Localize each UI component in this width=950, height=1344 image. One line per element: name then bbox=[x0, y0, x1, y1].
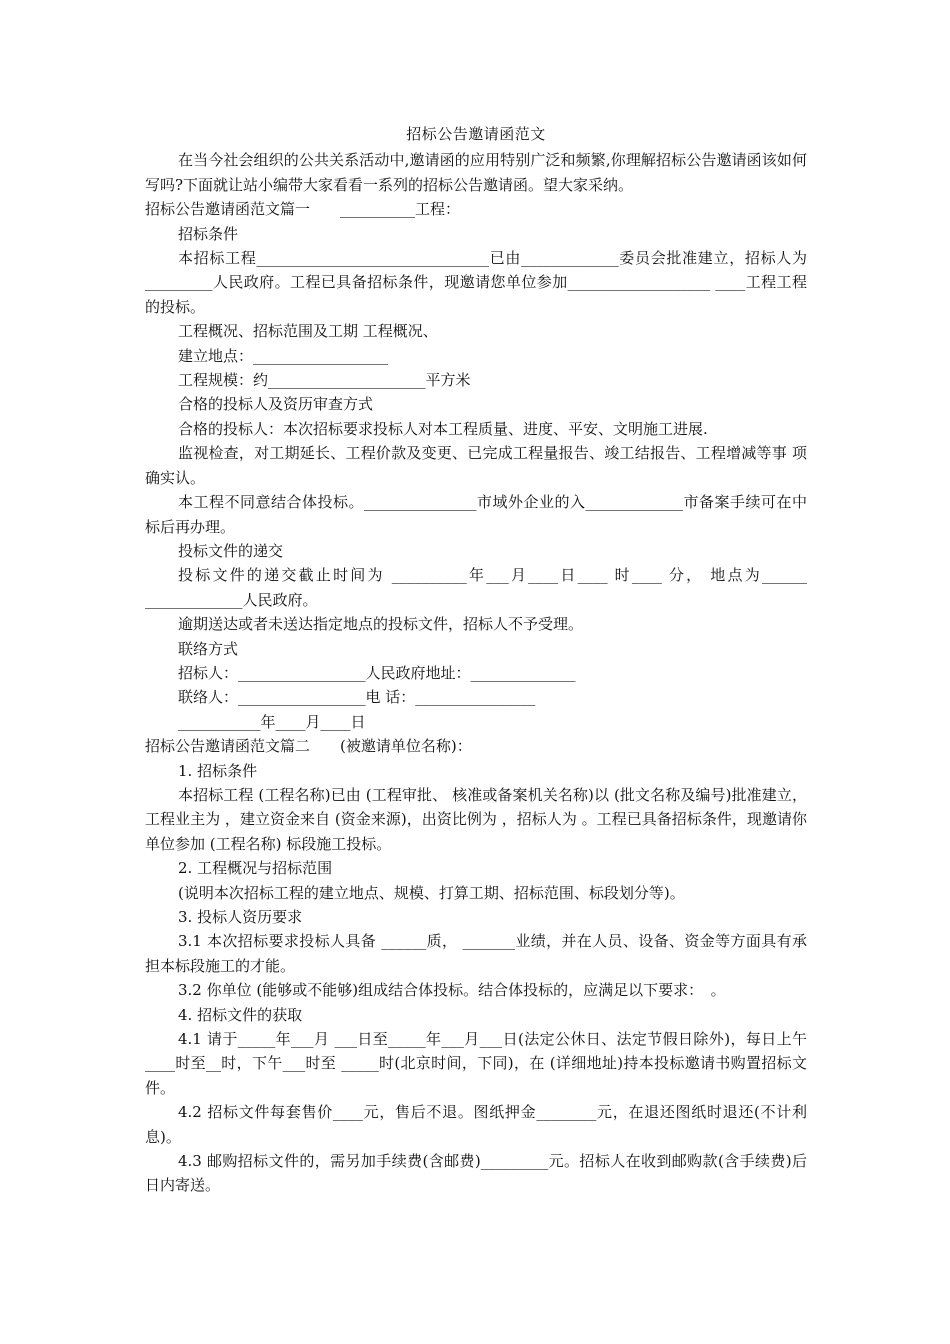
line-contact-person: 联络人：_________________电 话：________________ bbox=[178, 688, 536, 707]
paragraph-submission-deadline: 投标文件的递交截止时间为 __________年___月____日____ 时____ 分， 地点为______ _____________人民政府。 bbox=[145, 566, 807, 609]
paragraph-2-overview-note: (说明本次招标工程的建立地点、规模、打算工期、招标范围、标段划分等)。 bbox=[178, 883, 685, 902]
section-one-heading: 招标公告邀请函范文篇一 __________工程： bbox=[145, 200, 461, 219]
paragraph-4-1-purchase-time: 4.1 请于_____年___月 ___日至_____年___月___日(法定公休日、法定节假日除外)，每日上午____时至__时，下午___时至 _____时(北京时间，下同)，在 (详细地址)持本投标邀请书购置招标文件。 bbox=[145, 1030, 807, 1097]
document-body bbox=[145, 122, 807, 1198]
heading-bid-conditions: 招标条件 bbox=[178, 224, 239, 243]
paragraph-bidder-requirements: 合格的投标人：本次招标要求投标人对本工程质量、进度、平安、文明施工进展. bbox=[178, 419, 708, 438]
line-construction-site: 建立地点：__________________ bbox=[178, 346, 389, 365]
paragraph-project-approval: 本招标工程_______________________________已由_____________委员会批准建立，招标人为_________人民政府。工程已具备招标条件，现邀请您单位参加___________________ ____工程工程的投标。 bbox=[145, 249, 807, 316]
line-project-scale: 工程规模：约_____________________平方米 bbox=[178, 371, 471, 390]
heading-project-overview: 工程概况、招标范围及工期 工程概况、 bbox=[178, 322, 438, 341]
heading-qualified-bidders: 合格的投标人及资历审查方式 bbox=[178, 395, 374, 414]
paragraph-3-2-consortium: 3.2 你单位 (能够或不能够)组成结合体投标。结合体投标的，应满足以下要求： 。 bbox=[178, 981, 726, 1000]
heading-3-qualification: 3. 投标人资历要求 bbox=[178, 908, 303, 926]
document-title: 招标公告邀请函范文 bbox=[406, 125, 546, 143]
heading-2-project-overview: 2. 工程概况与招标范围 bbox=[178, 859, 333, 878]
heading-contact: 联络方式 bbox=[178, 639, 239, 658]
intro-paragraph: 在当今社会组织的公共关系活动中,邀请函的应用特别广泛和频繁,你理解招标公告邀请函该如何写吗?下面就让站小编带大家看看一系列的招标公告邀请函。望大家采纳。 bbox=[145, 151, 807, 194]
heading-1-bid-conditions: 1. 招标条件 bbox=[178, 761, 258, 780]
heading-bid-submission: 投标文件的递交 bbox=[178, 541, 284, 560]
paragraph-supervision: 监视检查，对工期延长、工程价款及变更、已完成工程量报告、竣工结报告、工程增减等事 项确实认。 bbox=[145, 444, 807, 487]
line-date: ___________年____月____日 bbox=[178, 712, 366, 731]
paragraph-late-submission: 逾期送达或者未送达指定地点的投标文件，招标人不予受理。 bbox=[178, 615, 584, 634]
section-two-heading: 招标公告邀请函范文篇二 (被邀请单位名称)： bbox=[145, 737, 472, 756]
paragraph-4-3-mail-order: 4.3 邮购招标文件的，需另加手续费(含邮费)_________元。招标人在收到邮购款(含手续费)后 日内寄送。 bbox=[145, 1152, 807, 1195]
paragraph-no-consortium: 本工程不同意结合体投标。_______________市域外企业的入_____________市备案手续可在中标后再办理。 bbox=[145, 493, 807, 536]
paragraph-1-project-approval: 本招标工程 (工程名称)已由 (工程审批、 核准或备案机关名称)以 (批文名称及编号)批准建立，工程业主为 ，建立资金来自 (资金来源)，出资比例为 ，招标人为 。工程已具备招标条件，现邀请你单位参加 (工程名称) 标段施工投标。 bbox=[145, 785, 807, 853]
heading-4-obtain-documents: 4. 招标文件的获取 bbox=[178, 1005, 303, 1024]
paragraph-4-2-price: 4.2 招标文件每套售价____元，售后不退。图纸押金________元，在退还图纸时退还(不计利息)。 bbox=[145, 1103, 807, 1146]
paragraph-3-1-qualification: 3.1 本次招标要求投标人具备 ______质， _______业绩，并在人员、设备、资金等方面具有承担本标段施工的才能。 bbox=[145, 932, 807, 975]
line-tenderer: 招标人：_________________人民政府地址：______________ bbox=[178, 663, 576, 682]
